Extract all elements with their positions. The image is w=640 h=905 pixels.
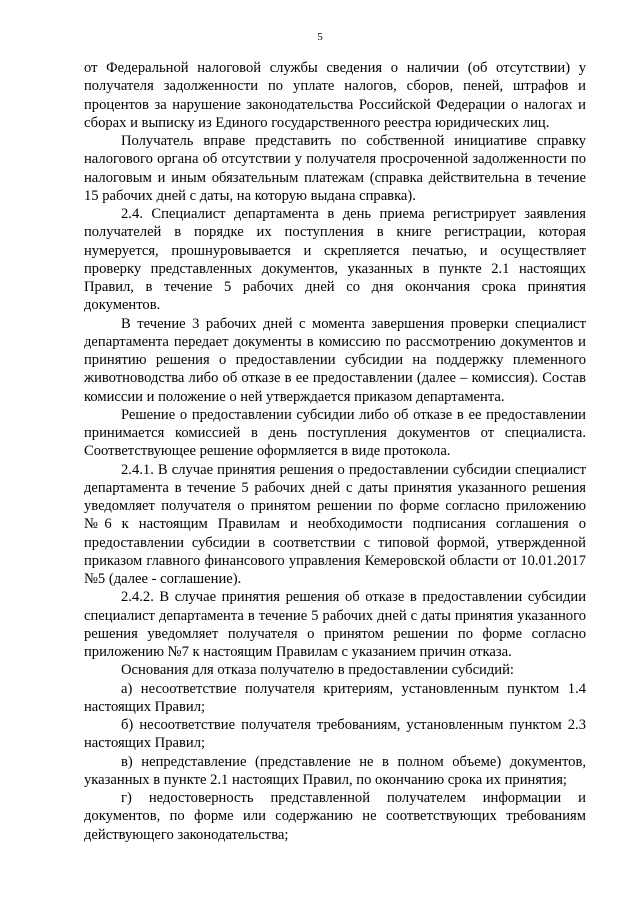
paragraph-2-4-2: 2.4.2. В случае принятия решения об отказе в предоставлении субсидии специалист департамента в течение 5 рабочих дней с даты принятия указанного решения уведомляет получателя о принятом решении по форме согласно приложению №7 к настоящим Правилам с указанием причин отказа.: [84, 589, 586, 660]
paragraph-continuation: от Федеральной налоговой службы сведения о наличии (об отсутствии) у получателя задолженности по уплате налогов, сборов, пеней, штрафов и процентов за нарушение законодательства Российской Федерации о налогах и сборах и выписку из Единого государственного реестра юридических лиц.: [84, 60, 586, 131]
page-number: 5: [317, 31, 323, 43]
paragraph-certificate: Получатель вправе представить по собственной инициативе справку налогового органа об отсутствии у получателя просроченной задолженности по налоговым и иным обязательным платежам (справка действительна в течение 15 рабочих дней с даты, на которую выдана справка).: [84, 133, 586, 204]
list-item-a: а) несоответствие получателя критериям, установленным пунктом 1.4 настоящих Правил;: [84, 680, 586, 715]
paragraph-decision: Решение о предоставлении субсидии либо об отказе в ее предоставлении принимается комиссией в день поступления документов от специалиста. Соответствующее решение оформляется в виде протокола.: [84, 406, 586, 460]
list-item-b: б) несоответствие получателя требованиям, установленным пунктом 2.3 настоящих Правил;: [84, 717, 586, 752]
list-item-v: в) непредставление (представление не в полном объеме) документов, указанных в пункте 2.1 настоящих Правил, по окончанию срока их принятия;: [84, 753, 586, 788]
document-body: [84, 59, 586, 844]
paragraph-refusal-grounds: Основания для отказа получателю в предоставлении субсидий:: [121, 662, 514, 679]
paragraph-commission: В течение 3 рабочих дней с момента завершения проверки специалист департамента передает документы в комиссию по рассмотрению документов и принятию решения о предоставлении субсидии на поддержку племенного животноводства либо об отказе в ее предоставлении (далее – комиссия). Состав комиссии и положение о ней утверждается приказом департамента.: [84, 315, 586, 405]
paragraph-2-4: 2.4. Специалист департамента в день приема регистрирует заявления получателей в порядке их поступления в книге регистрации, которая нумеруется, прошнуровывается и скрепляется печатью, и осуществляет проверку представленных документов, указанных в пункте 2.1 настоящих Правил, в течение 5 рабочих дней со дня окончания срока принятия документов.: [84, 206, 586, 314]
paragraph-2-4-1: 2.4.1. В случае принятия решения о предоставлении субсидии специалист департамента в течение 5 рабочих дней с даты принятия указанного решения уведомляет получателя о принятом решении по форме согласно приложению №6 к настоящим Правилам и необходимости подписания соглашения о предоставлении субсидии в соответствии с типовой формой, утвержденной приказом главного финансового управления Кемеровской области от 10.01.2017 №5 (далее - соглашение).: [84, 461, 586, 587]
list-item-g: г) недостоверность представленной получателем информации и документов, по форме или содержанию не соответствующих требованиям действующего законодательства;: [84, 790, 586, 843]
